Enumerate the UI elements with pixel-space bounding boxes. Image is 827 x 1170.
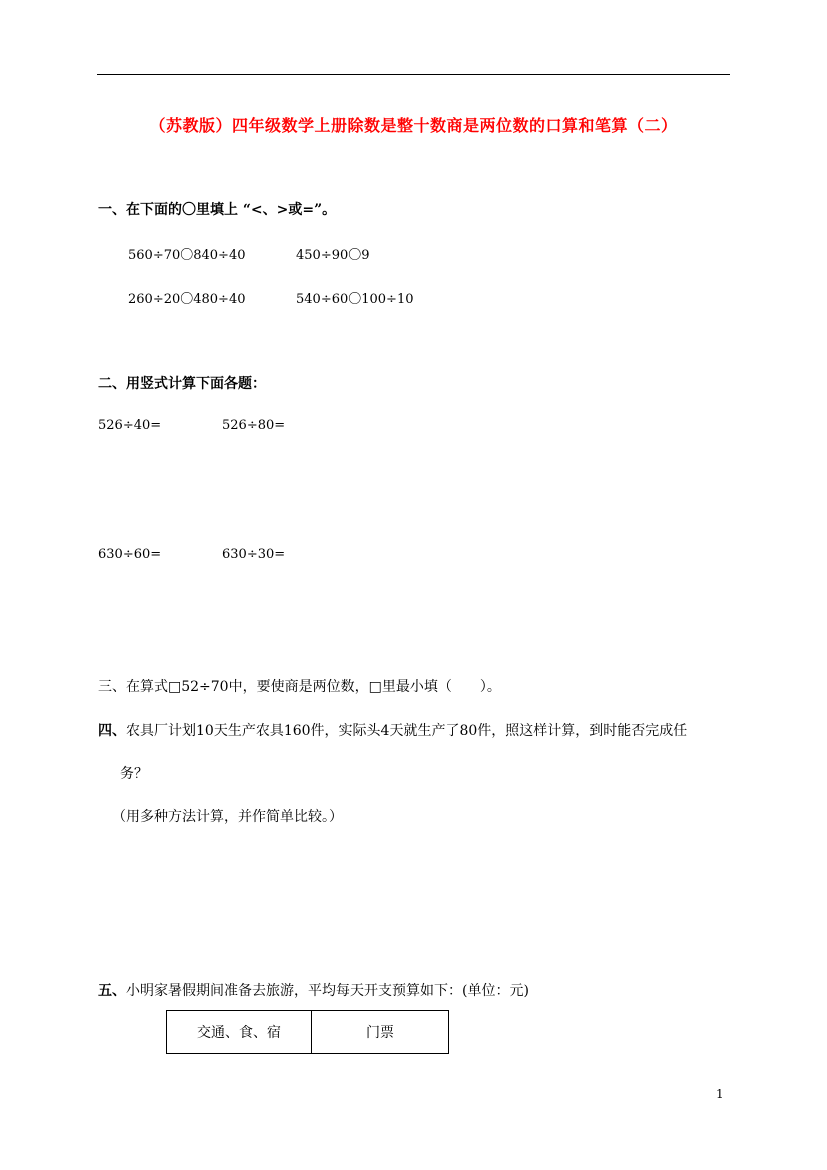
section5-question bbox=[98, 980, 529, 1000]
compare-expression: 260÷20〇480÷40 bbox=[128, 292, 246, 307]
header-rule bbox=[97, 74, 730, 75]
compare-expression: 450÷90〇9 bbox=[296, 248, 370, 263]
section3-question: 三、在算式□52÷70中，要使商是两位数，□里最小填（ ）。 bbox=[98, 679, 501, 695]
budget-table bbox=[166, 1010, 449, 1054]
division-problem: 526÷80= bbox=[222, 418, 286, 433]
section4-note: （用多种方法计算，并作简单比较。） bbox=[112, 809, 343, 825]
section4-number: 四、 bbox=[98, 723, 126, 739]
table-header-cell: 门票 bbox=[312, 1011, 449, 1054]
table-header-cell: 交通、食、宿 bbox=[167, 1011, 312, 1054]
table-row bbox=[167, 1011, 449, 1054]
page-number: 1 bbox=[716, 1087, 724, 1101]
division-problem: 630÷30= bbox=[222, 547, 286, 562]
section4-question-continued: 务？ bbox=[120, 766, 148, 782]
division-problem: 526÷40= bbox=[98, 418, 162, 433]
document-title: （苏教版）四年级数学上册除数是整十数商是两位数的口算和笔算（二） bbox=[149, 116, 678, 135]
compare-expression: 540÷60〇100÷10 bbox=[296, 292, 414, 307]
division-problem: 630÷60= bbox=[98, 547, 162, 562]
section4-question bbox=[98, 720, 687, 740]
section2-heading: 二、用竖式计算下面各题： bbox=[98, 376, 266, 392]
section5-number: 五、 bbox=[98, 983, 126, 999]
compare-expression: 560÷70〇840÷40 bbox=[128, 248, 246, 263]
section1-heading: 一、在下面的〇里填上 “<、>或=”。 bbox=[98, 202, 337, 218]
section5-text: 小明家暑假期间准备去旅游，平均每天开支预算如下：(单位：元) bbox=[126, 983, 529, 999]
section4-text: 农具厂计划10天生产农具160件，实际头4天就生产了80件，照这样计算，到时能否完成任 bbox=[126, 723, 688, 739]
